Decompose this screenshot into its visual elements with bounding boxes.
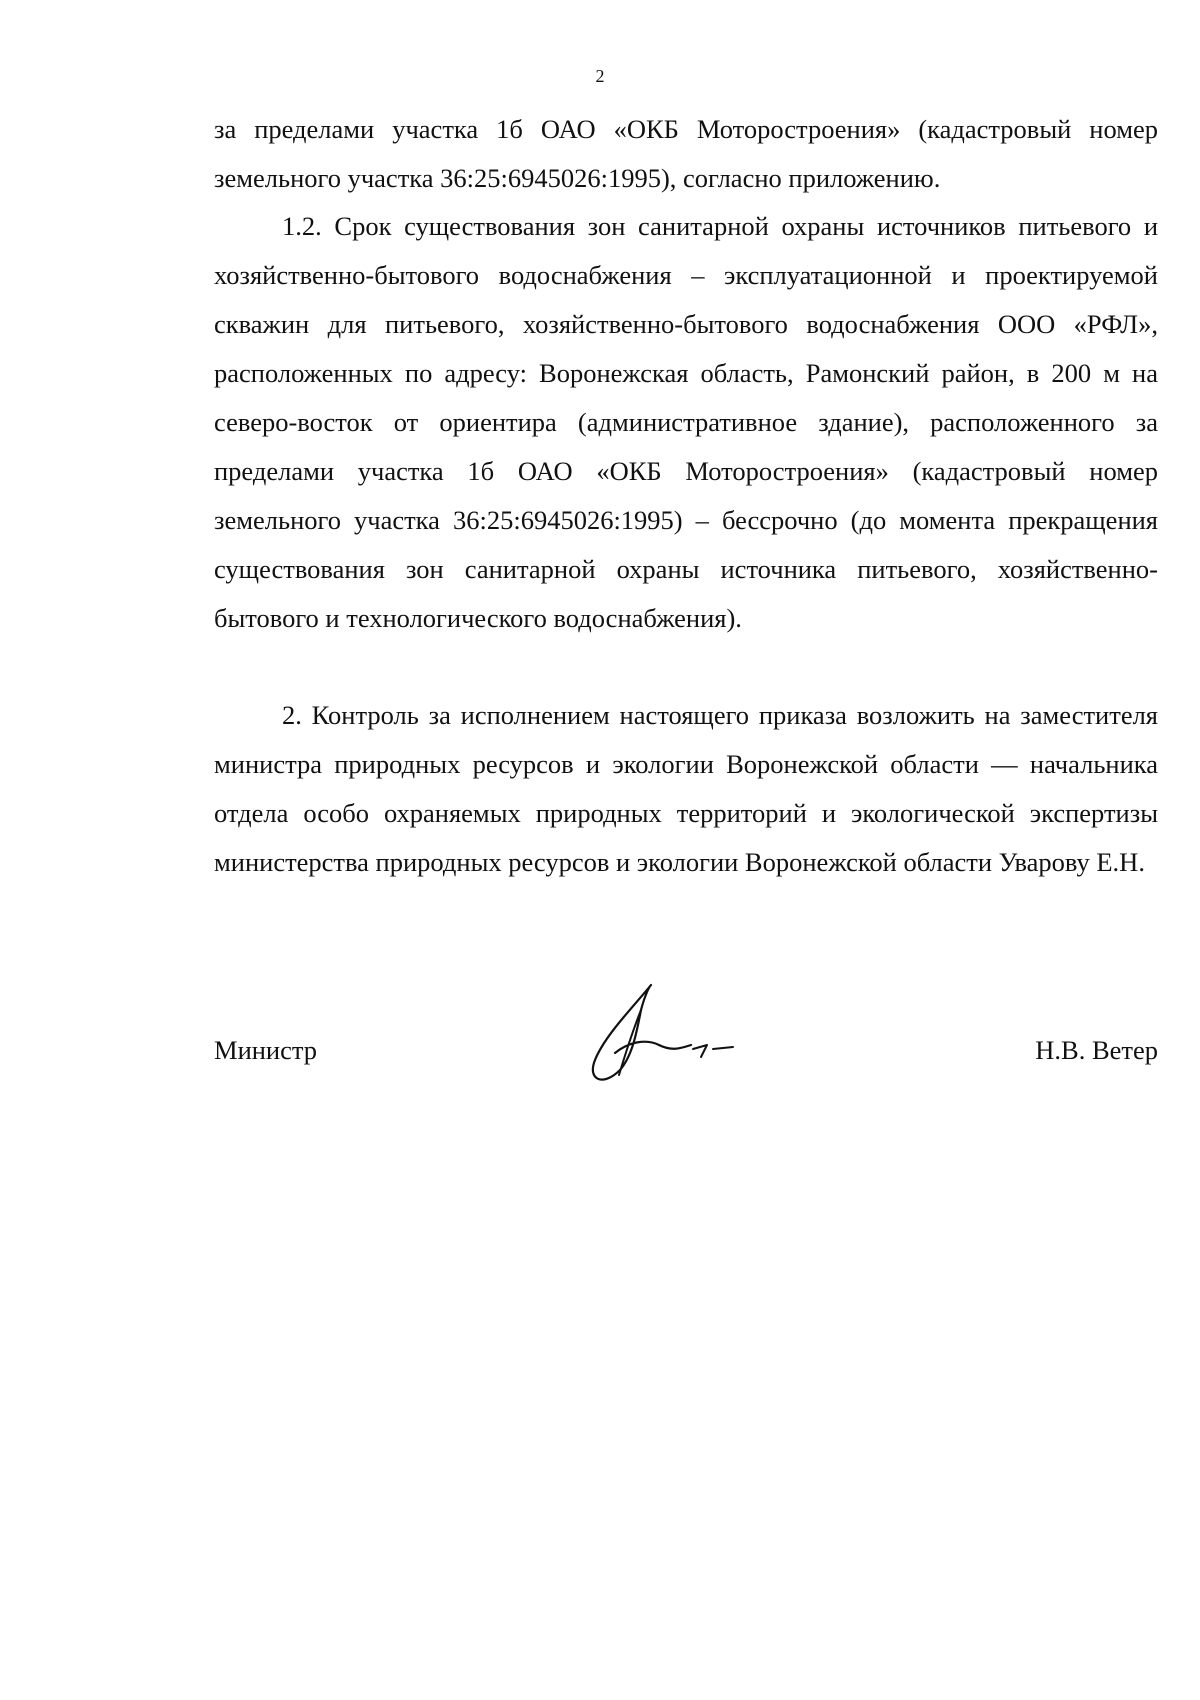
paragraph-1-2: 1.2. Срок существования зон санитарной охраны источников питьевого и хозяйственно-бытового водоснабжения – эксплуатационной и проектируемой скважин для питьевого, хозяйственно-бытового водоснабжения ООО «РФЛ», расположенных по адресу: Воронежская область, Рамонский район, в 200 м на северо-восток от ориентира (административное здание), расположенного за пределами участка 1б ОАО «ОКБ Моторостроения» (кадастровый номер земельного участка 36:25:6945026:1995) – бессрочно (до момента прекращения существования зон санитарной охраны источника питьевого, хозяйственно-бытового и технологического водоснабжения). [214, 211, 1158, 633]
paragraph-continuation: за пределами участка 1б ОАО «ОКБ Моторостроения» (кадастровый номер земельного участка 36:25:6945026:1995), согласно приложению. [214, 114, 1158, 193]
paragraph-2: 2. Контроль за исполнением настоящего приказа возложить на заместителя министра природных ресурсов и экологии Воронежской области — начальника отдела особо охраняемых природных территорий и экологической экспертизы министерства природных ресурсов и экологии Воронежской области Уварову Е.Н. [214, 700, 1158, 877]
signer-title: Министр [214, 1035, 318, 1065]
handwritten-signature [575, 975, 755, 1095]
signer-name: Н.В. Ветер [1035, 1035, 1158, 1065]
page-number: 2 [595, 66, 605, 86]
